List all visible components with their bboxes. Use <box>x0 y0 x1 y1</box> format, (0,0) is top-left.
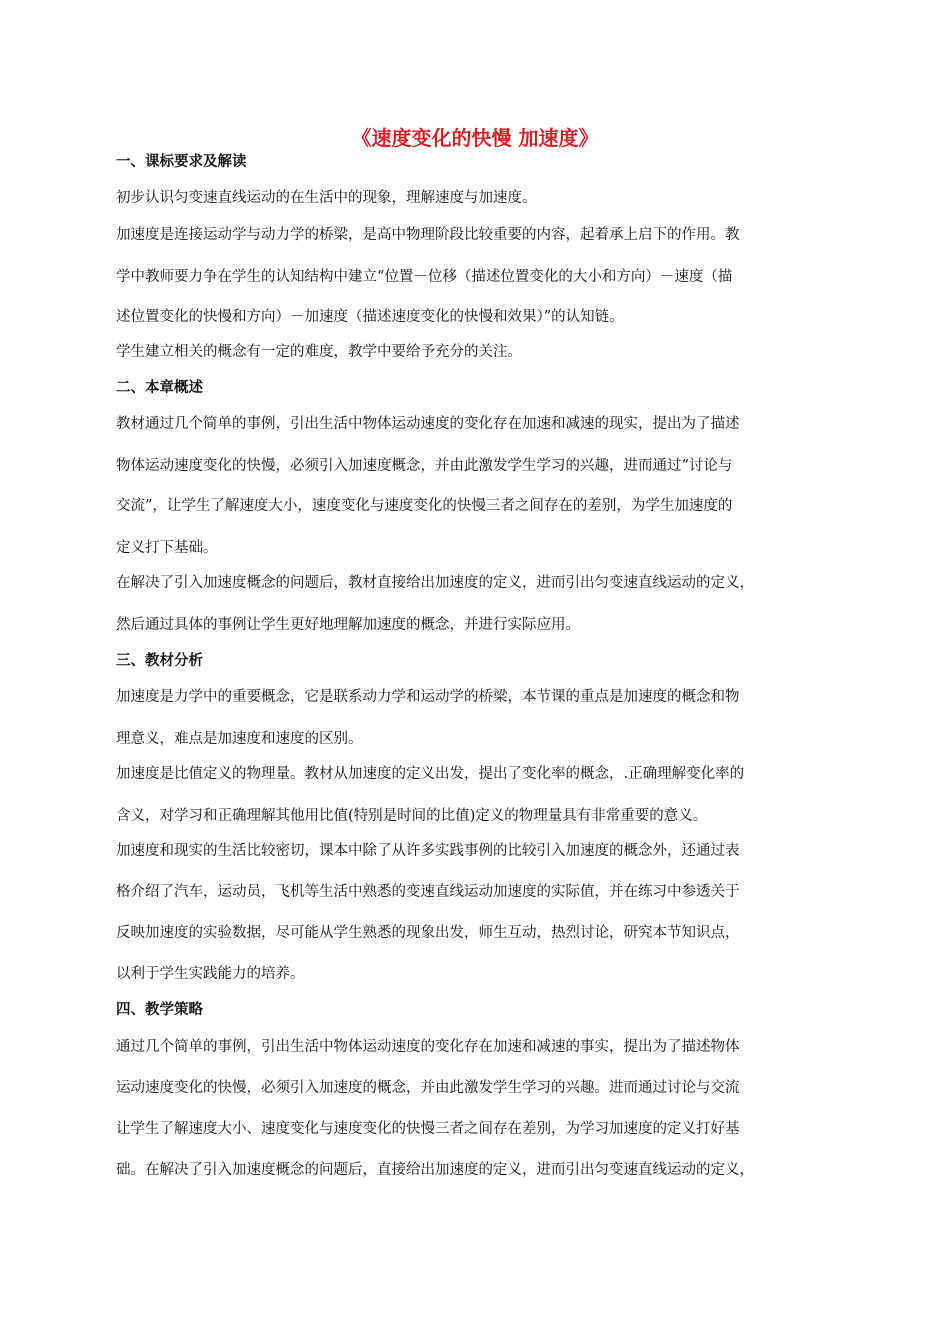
paragraph-line: 以利于学生实践能力的培养。 <box>116 966 305 982</box>
paragraph-line: 物体运动速度变化的快慢，必须引入加速度概念，并由此激发学生学习的兴趣，进而通过“讨论与 <box>116 458 733 474</box>
paragraph-line: 础。在解决了引入加速度概念的问题后，直接给出加速度的定义，进而引出匀变速直线运动的定义， <box>116 1162 754 1178</box>
document-title: 《速度变化的快慢 加速度》 <box>351 126 599 150</box>
paragraph-line: 述位置变化的快慢和方向）－加速度（描述速度变化的快慢和效果）”的认知链。 <box>116 309 624 325</box>
paragraph-line: 交流”，让学生了解速度大小，速度变化与速度变化的快慢三者之间存在的差别，为学生加速度的 <box>116 498 733 514</box>
section-heading: 三、教材分析 <box>116 653 203 669</box>
paragraph-line: 格介绍了汽车，运动员，飞机等生活中熟悉的变速直线运动加速度的实际值，并在练习中参透关于 <box>116 884 740 900</box>
paragraph-line: 教材通过几个简单的事例，引出生活中物体运动速度的变化存在加速和减速的现实，提出为了描述 <box>116 416 740 432</box>
paragraph-line: 让学生了解速度大小、速度变化与速度变化的快慢三者之间存在差别，为学习加速度的定义打好基 <box>116 1121 740 1137</box>
section-heading: 四、教学策略 <box>116 1002 203 1018</box>
section-heading: 二、本章概述 <box>116 380 203 396</box>
paragraph-line: 学中教师要力争在学生的认知结构中建立“位置－位移（描述位置变化的大小和方向）－速度（描 <box>116 269 733 285</box>
paragraph-line: 通过几个简单的事例，引出生活中物体运动速度的变化存在加速和减速的事实，提出为了描述物体 <box>116 1039 740 1055</box>
paragraph-line: 初步认识匀变速直线运动的在生活中的现象，理解速度与加速度。 <box>116 190 537 206</box>
paragraph-line: 理意义，难点是加速度和速度的区别。 <box>116 731 363 747</box>
paragraph-line: 定义打下基础。 <box>116 540 218 556</box>
paragraph-line: 在解决了引入加速度概念的问题后，教材直接给出加速度的定义，进而引出匀变速直线运动的定义， <box>116 575 754 591</box>
paragraph-line: 反映加速度的实验数据，尽可能从学生熟悉的现象出发，师生互动，热烈讨论，研究本节知识点， <box>116 925 740 941</box>
paragraph-line: 加速度是比值定义的物理量。教材从加速度的定义出发，提出了变化率的概念，.正确理解变化率的 <box>116 766 745 782</box>
paragraph-line: 然后通过具体的事例让学生更好地理解加速度的概念，并进行实际应用。 <box>116 617 580 633</box>
paragraph-line: 运动速度变化的快慢，必须引入加速度的概念，并由此激发学生学习的兴趣。进而通过讨论与交流 <box>116 1080 740 1096</box>
paragraph-line: 含义，对学习和正确理解其他用比值(特别是时间的比值)定义的物理量具有非常重要的意义。 <box>116 808 708 824</box>
paragraph-line: 学生建立相关的概念有一定的难度，教学中要给予充分的关注。 <box>116 344 522 360</box>
section-heading: 一、课标要求及解读 <box>116 154 247 170</box>
paragraph-line: 加速度和现实的生活比较密切，课本中除了从许多实践事例的比较引入加速度的概念外，还通过表 <box>116 843 740 859</box>
paragraph-line: 加速度是连接运动学与动力学的桥梁，是高中物理阶段比较重要的内容，起着承上启下的作用。教 <box>116 227 740 243</box>
paragraph-line: 加速度是力学中的重要概念，它是联系动力学和运动学的桥梁，本节课的重点是加速度的概念和物 <box>116 689 740 705</box>
